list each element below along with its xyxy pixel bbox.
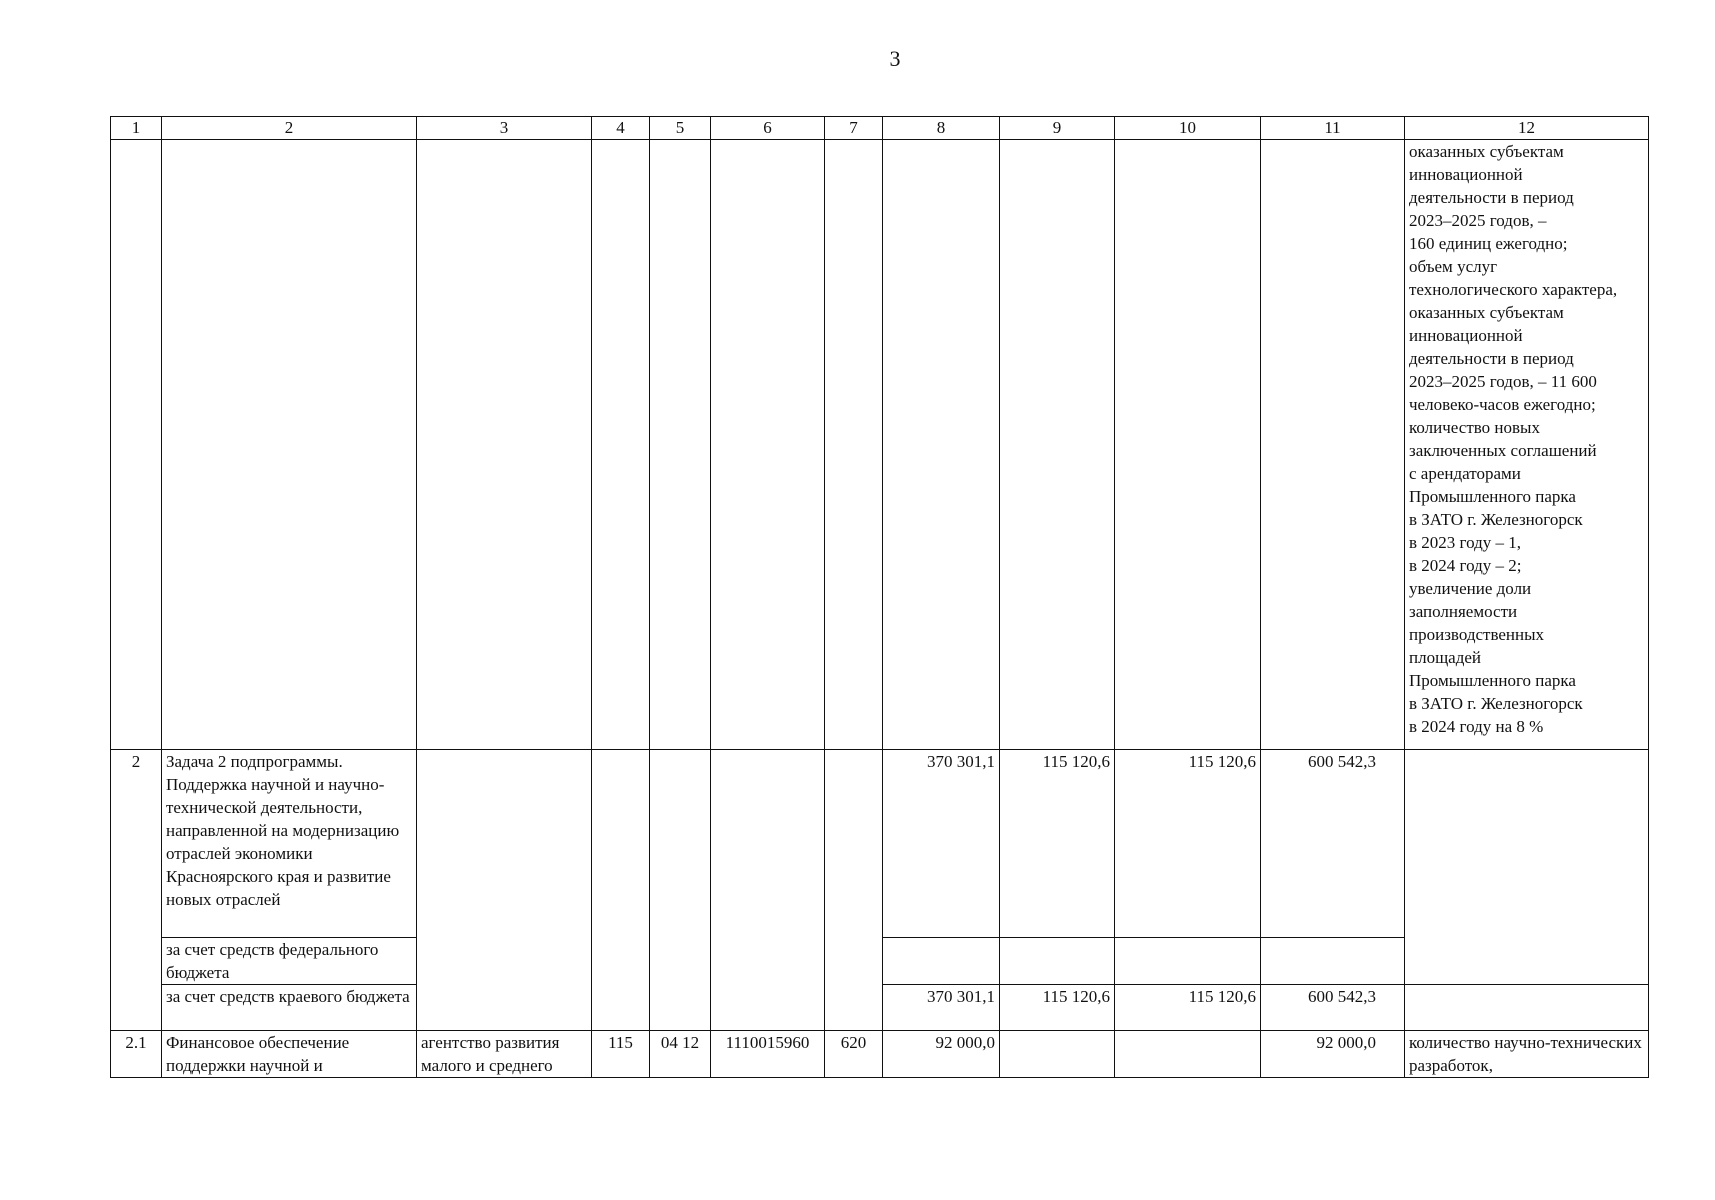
table-row: [111, 1031, 1649, 1078]
row-name: за счет средств краевого бюджета: [162, 985, 417, 1031]
text-line: Промышленного парка: [1409, 671, 1576, 690]
text-line: Промышленного парка: [1409, 487, 1576, 506]
header-cell: 3: [417, 117, 592, 140]
code-cell: 1110015960: [711, 1031, 825, 1078]
text-line: в 2024 году на 8 %: [1409, 717, 1544, 736]
text-line: инновационной: [1409, 165, 1523, 184]
header-row: [111, 117, 1649, 140]
text-line: оказанных субъектам: [1409, 303, 1564, 322]
value-cell: 92 000,0: [883, 1031, 1000, 1078]
header-cell: 12: [1405, 117, 1649, 140]
results-cell: количество научно-технических разработок,: [1405, 1031, 1649, 1078]
value-cell: 600 542,3: [1261, 750, 1405, 938]
value-cell: 115 120,6: [1115, 985, 1261, 1031]
code-cell: 620: [825, 1031, 883, 1078]
code-cell: 04 12: [650, 1031, 711, 1078]
text-line: увеличение доли: [1409, 579, 1532, 598]
header-cell: 7: [825, 117, 883, 140]
row-name: Задача 2 подпрограммы. Поддержка научной и научно-технической деятельности, направленной на модернизацию отраслей экономики Красноярского края и развитие новых отраслей: [162, 750, 417, 938]
row-name: за счет средств федерального бюджета: [162, 938, 417, 985]
page-number: 3: [889, 46, 901, 71]
row-name: Финансовое обеспечение поддержки научной и: [162, 1031, 417, 1078]
value-cell: 92 000,0: [1261, 1031, 1405, 1078]
value-cell: 600 542,3: [1261, 985, 1405, 1031]
text-line: 160 единиц ежегодно;: [1409, 234, 1568, 253]
text-line: инновационной: [1409, 326, 1523, 345]
text-line: человеко-часов ежегодно;: [1409, 395, 1596, 414]
text-line: площадей: [1409, 648, 1482, 667]
value-cell: 115 120,6: [1000, 750, 1115, 938]
text-line: заключенных соглашений: [1409, 441, 1597, 460]
value-cell: 370 301,1: [883, 985, 1000, 1031]
results-cell: [1405, 140, 1649, 750]
header-cell: 1: [111, 117, 162, 140]
header-cell: 4: [592, 117, 650, 140]
header-cell: 5: [650, 117, 711, 140]
row-index: 2: [111, 750, 162, 1031]
budget-table: [110, 116, 1649, 1078]
table-row: [111, 750, 1649, 938]
header-cell: 10: [1115, 117, 1261, 140]
text-line: с арендаторами: [1409, 464, 1521, 483]
text-line: заполняемости: [1409, 602, 1518, 621]
text-line: объем услуг: [1409, 257, 1498, 276]
header-cell: 8: [883, 117, 1000, 140]
code-cell: 115: [592, 1031, 650, 1078]
header-cell: 6: [711, 117, 825, 140]
text-line: в 2023 году – 1,: [1409, 533, 1521, 552]
text-line: в ЗАТО г. Железногорск: [1409, 694, 1583, 713]
text-line: технологического характера,: [1409, 280, 1618, 299]
text-line: 2023–2025 годов, – 11 600: [1409, 372, 1597, 391]
text-line: количество новых: [1409, 418, 1540, 437]
text-line: в 2024 году – 2;: [1409, 556, 1522, 575]
text-line: 2023–2025 годов, –: [1409, 211, 1547, 230]
row-index: 2.1: [111, 1031, 162, 1078]
header-cell: 11: [1261, 117, 1405, 140]
value-cell: 115 120,6: [1115, 750, 1261, 938]
text-line: оказанных субъектам: [1409, 142, 1564, 161]
text-line: деятельности в период: [1409, 349, 1574, 368]
header-cell: 9: [1000, 117, 1115, 140]
text-line: производственных: [1409, 625, 1545, 644]
text-line: в ЗАТО г. Железногорск: [1409, 510, 1583, 529]
executor-cell: агентство развития малого и среднего: [417, 1031, 592, 1078]
text-line: деятельности в период: [1409, 188, 1574, 207]
value-cell: 115 120,6: [1000, 985, 1115, 1031]
table-row: [111, 140, 1649, 750]
value-cell: 370 301,1: [883, 750, 1000, 938]
header-cell: 2: [162, 117, 417, 140]
